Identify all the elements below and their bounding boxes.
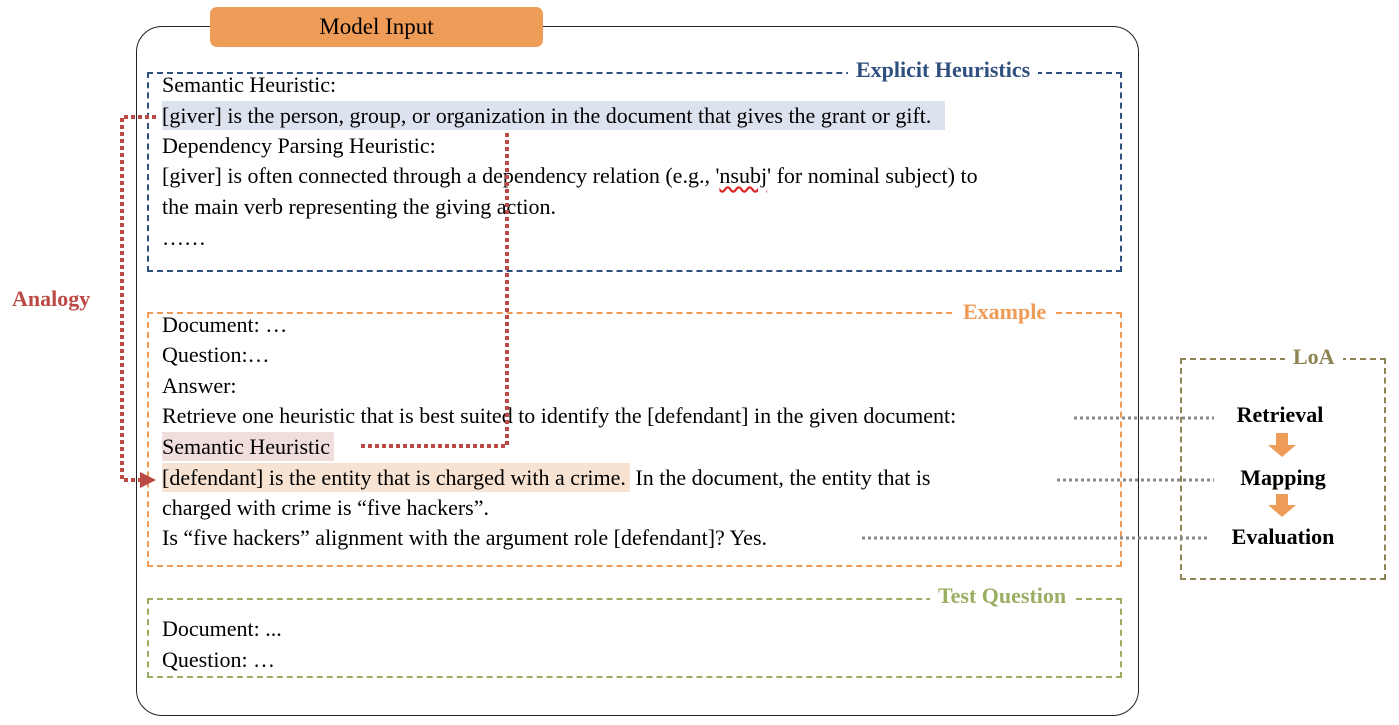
test-document: Document: ... [162,616,282,641]
semantic-heuristic-highlight: [giver] is the person, group, or organization in the document that gives the grant or gift. [162,101,945,130]
defendant-definition-highlight: [defendant] is the entity that is charged with a crime. [162,463,630,492]
heuristic-line: Semantic Heuristic: [162,72,337,97]
test-question: Question: … [162,647,276,672]
heuristic-text: [giver] is often connected through a dependency relation (e.g., ' [162,163,720,188]
ellipsis: …… [162,225,206,250]
down-arrow-icon [1268,494,1296,517]
explicit-heuristics-title: Explicit Heuristics [848,57,1038,83]
evaluation-line: Is “five hackers” alignment with the argument role [defendant]? Yes. [162,525,767,550]
heuristic-line: Dependency Parsing Heuristic: [162,133,436,158]
heuristic-text: ' for nominal subject) to [767,163,978,188]
loa-title: LoA [1285,344,1343,370]
example-question: Question:… [162,342,270,367]
example-answer: Answer: [162,373,237,398]
semantic-heuristic-connector [360,133,507,446]
analogy-arrowhead [140,472,156,488]
stage-mapping: Mapping [1240,465,1326,490]
analogy-connector [122,117,156,480]
retrieve-line: Retrieve one heuristic that is best suited to identify the [defendant] in the given document: [162,403,957,428]
example-title: Example [955,299,1054,325]
stage-retrieval: Retrieval [1236,402,1324,427]
stage-evaluation: Evaluation [1231,524,1335,549]
semantic-heuristic-highlight: Semantic Heuristic [162,432,334,461]
analogy-label: Analogy [12,286,91,311]
model-input-label: Model Input [210,7,543,47]
mapping-text: In the document, the entity that is [629,465,931,490]
example-document: Document: … [162,312,288,337]
test-question-title: Test Question [930,583,1074,609]
mapping-line-2: charged with crime is “five hackers”. [162,495,490,520]
down-arrow-icon [1268,433,1296,457]
heuristic-line: the main verb representing the giving action. [162,194,557,219]
nsubj-token: nsubj [719,163,768,188]
